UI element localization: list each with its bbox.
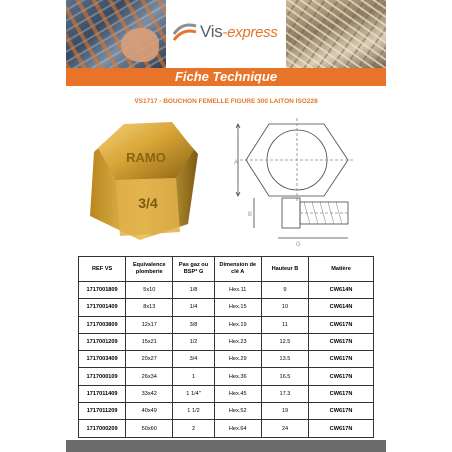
cell-material: CW617N xyxy=(309,403,374,420)
cell-thread: 1/4 xyxy=(173,299,214,316)
cell-equivalence: 33x42 xyxy=(126,385,173,402)
brand-name xyxy=(200,22,278,42)
brand-name-accent: -express xyxy=(222,24,278,41)
brass-cap-photo xyxy=(76,112,204,242)
cell-key-dimension: Hex.29 xyxy=(214,351,261,368)
cell-ref: 1717000209 xyxy=(79,420,126,437)
brand-logo xyxy=(166,0,286,68)
cell-material: CW617N xyxy=(309,333,374,350)
cell-equivalence: 8x13 xyxy=(126,299,173,316)
table-row xyxy=(79,368,374,385)
col-key-dimension: Dimension de clé A xyxy=(214,257,261,282)
cell-key-dimension: Hex.15 xyxy=(214,299,261,316)
cell-height: 12.5 xyxy=(261,333,308,350)
cell-height: 10 xyxy=(261,299,308,316)
table-row xyxy=(79,420,374,437)
cell-material: CW614N xyxy=(309,299,374,316)
spec-table xyxy=(78,256,374,438)
cell-key-dimension: Hex.36 xyxy=(214,368,261,385)
col-equivalence: Equivalence plomberie xyxy=(126,257,173,282)
table-header-row xyxy=(79,257,374,282)
col-material: Matière xyxy=(309,257,374,282)
cell-thread: 1/2 xyxy=(173,333,214,350)
dimension-g-label: G xyxy=(296,242,301,247)
cell-height: 9 xyxy=(261,282,308,299)
technical-drawing xyxy=(234,112,374,247)
dimension-a-label: A xyxy=(234,160,239,166)
table-row xyxy=(79,385,374,402)
table-row xyxy=(79,333,374,350)
cell-material: CW617N xyxy=(309,316,374,333)
cell-equivalence: 12x17 xyxy=(126,316,173,333)
col-thread: Pas gaz ou BSP* G xyxy=(173,257,214,282)
banner-title: Fiche Technique xyxy=(66,68,386,86)
table-row xyxy=(79,299,374,316)
logo-swoosh-icon xyxy=(172,20,198,44)
dimension-b-label: B xyxy=(248,212,253,218)
cell-material: CW614N xyxy=(309,282,374,299)
cell-thread: 1 1/2 xyxy=(173,403,214,420)
cell-ref: 1717003809 xyxy=(79,316,126,333)
cell-height: 19 xyxy=(261,403,308,420)
cell-thread: 1 xyxy=(173,368,214,385)
cap-marking-brand: RAMO xyxy=(126,150,166,165)
cell-equivalence: 15x21 xyxy=(126,333,173,350)
col-height: Hauteur B xyxy=(261,257,308,282)
cell-key-dimension: Hex.19 xyxy=(214,316,261,333)
header-banner xyxy=(66,0,386,68)
table-row xyxy=(79,316,374,333)
cell-key-dimension: Hex.64 xyxy=(214,420,261,437)
cell-ref: 1717001409 xyxy=(79,299,126,316)
cell-key-dimension: Hex.11 xyxy=(214,282,261,299)
cell-key-dimension: Hex.52 xyxy=(214,403,261,420)
cell-equivalence: 50x60 xyxy=(126,420,173,437)
cell-thread: 1 1/4" xyxy=(173,385,214,402)
cell-height: 17.3 xyxy=(261,385,308,402)
footer-bar xyxy=(66,440,386,452)
cell-height: 11 xyxy=(261,316,308,333)
screws-photo xyxy=(286,0,386,68)
cell-ref: 1717001209 xyxy=(79,333,126,350)
cell-height: 16.5 xyxy=(261,368,308,385)
cell-material: CW617N xyxy=(309,420,374,437)
cell-ref: 1717011209 xyxy=(79,403,126,420)
cell-height: 24 xyxy=(261,420,308,437)
cell-height: 13.5 xyxy=(261,351,308,368)
cell-equivalence: 5x10 xyxy=(126,282,173,299)
product-title: VS1717 - BOUCHON FEMELLE FIGURE 300 LAITON ISO228 xyxy=(134,98,318,105)
cell-material: CW617N xyxy=(309,351,374,368)
cell-thread: 3/8 xyxy=(173,316,214,333)
cell-ref: 1717001809 xyxy=(79,282,126,299)
cell-material: CW617N xyxy=(309,368,374,385)
cell-equivalence: 20x27 xyxy=(126,351,173,368)
cell-equivalence: 26x34 xyxy=(126,368,173,385)
cell-thread: 2 xyxy=(173,420,214,437)
cell-thread: 1/8 xyxy=(173,282,214,299)
brand-name-main: Vis xyxy=(200,22,223,41)
cap-marking-size: 3/4 xyxy=(138,195,158,211)
technical-sheet xyxy=(66,0,386,452)
table-row xyxy=(79,282,374,299)
cell-key-dimension: Hex.45 xyxy=(214,385,261,402)
table-body xyxy=(79,282,374,438)
cell-equivalence: 40x49 xyxy=(126,403,173,420)
cell-material: CW617N xyxy=(309,385,374,402)
tools-photo xyxy=(66,0,166,68)
col-ref: REF VS xyxy=(79,257,126,282)
table-row xyxy=(79,403,374,420)
table-row xyxy=(79,351,374,368)
cell-key-dimension: Hex.23 xyxy=(214,333,261,350)
cell-thread: 3/4 xyxy=(173,351,214,368)
cell-ref: 1717000109 xyxy=(79,368,126,385)
cell-ref: 1717011409 xyxy=(79,385,126,402)
cell-ref: 1717003409 xyxy=(79,351,126,368)
